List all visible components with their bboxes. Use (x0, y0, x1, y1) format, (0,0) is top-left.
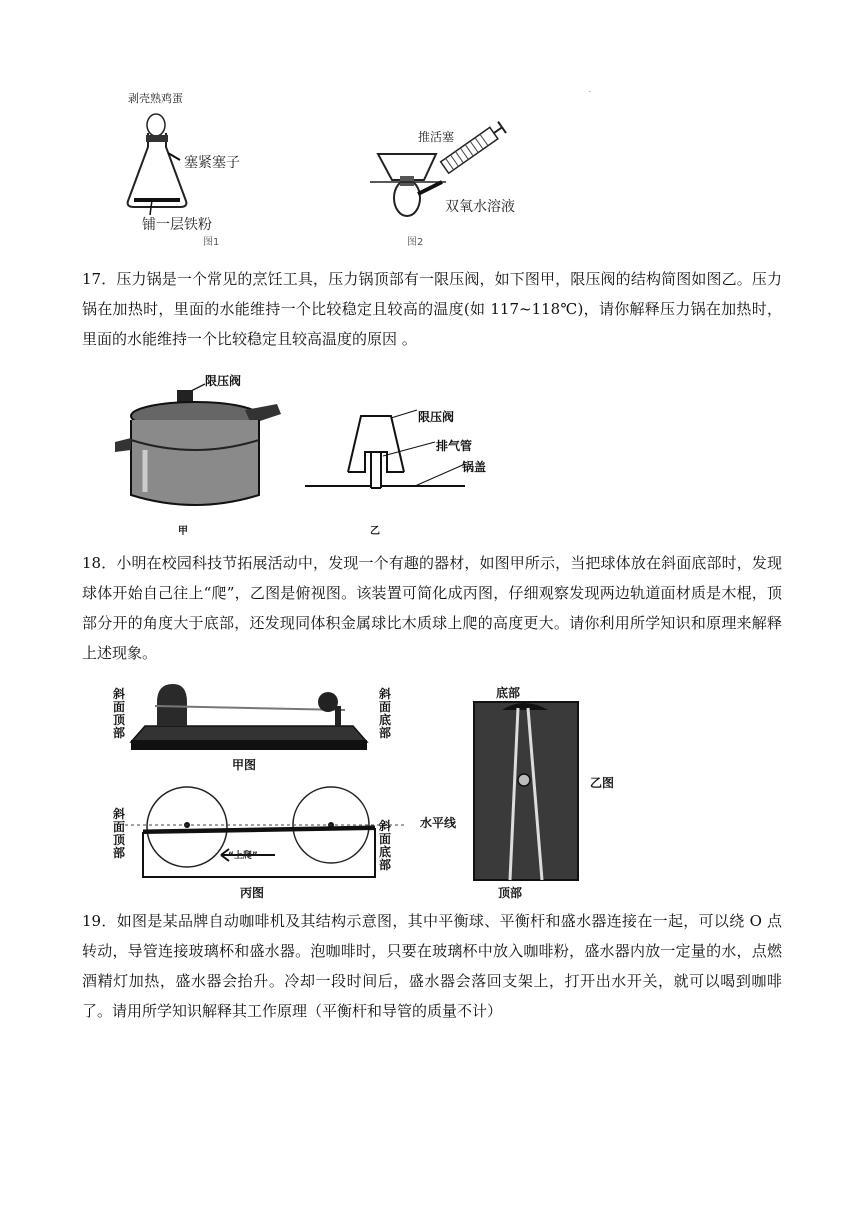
cooker-caption-jia: 甲 (178, 526, 188, 537)
climb-arrow-label: “上爬” (228, 851, 258, 861)
jia-top-label: 斜面顶部 (112, 687, 125, 740)
fig1-iron-label: 铺一层铁粉 (142, 217, 212, 233)
valve-caption-yi: 乙 (370, 526, 380, 537)
pressure-cooker-drawing (105, 380, 285, 515)
fig1-egg-label: 剥壳熟鸡蛋 (128, 92, 183, 105)
jia-caption: 甲图 (232, 758, 257, 772)
fig2-plunger-label: 推活塞 (418, 130, 455, 144)
jia-bottom-label: 斜面底部 (378, 687, 391, 740)
incline-top-view-photo (472, 698, 582, 884)
lid-label: 锅盖 (462, 460, 487, 474)
fig2-solution-label: 双氧水溶液 (445, 199, 515, 215)
yi-caption: 乙图 (590, 776, 615, 790)
question-17-text: 17．压力锅是一个常见的烹饪工具，压力锅顶部有一限压阀，如下图甲，限压阀的结构简图如图乙。压力锅在加热时，里面的水能维持一个比较稳定且较高的温度(如 117~118℃)，请你解释压力锅在加热时，里面的水能维持一个比较稳定且较高温度的原因 。 (82, 270, 782, 348)
incline-side-view-drawing (125, 785, 415, 885)
horizontal-line-label: 水平线 (420, 816, 457, 830)
fig1-caption: 图1 (203, 237, 220, 248)
question-19 (82, 906, 782, 1026)
yi-top-label: 底部 (496, 686, 521, 700)
question-18-text: 18．小明在校园科技节拓展活动中，发现一个有趣的器材，如图甲所示，当把球体放在斜面底部时，发现球体开始自己往上“爬”，乙图是俯视图。该装置可简化成丙图，仔细观察发现两边轨道面材质是木棍，顶部分开的角度大于底部，还发现同体积金属球比木质球上爬的高度更大。请你利用所学知识和原理来解释上述现象。 (82, 554, 782, 662)
speck: . (589, 87, 591, 94)
pipe-label: 排气管 (436, 439, 473, 453)
valve-label: 限压阀 (418, 410, 455, 424)
incline-apparatus-drawing (125, 680, 375, 760)
bing-caption: 丙图 (240, 886, 265, 900)
bing-bottom-label: 斜面底部 (378, 819, 391, 872)
fig2-caption: 图2 (407, 237, 424, 248)
valve-structure-drawing (305, 400, 475, 500)
bing-top-label: 斜面顶部 (112, 807, 125, 860)
question-17 (82, 264, 782, 354)
yi-bottom-label: 顶部 (498, 886, 523, 900)
question-19-text: 19．如图是某品牌自动咖啡机及其结构示意图，其中平衡球、平衡杆和盛水器连接在一起，可以绕 O 点转动，导管连接玻璃杯和盛水器。泡咖啡时，只要在玻璃杯中放入咖啡粉，盛水器内放一定量的水，点燃酒精灯加热，盛水器会抬升。冷却一段时间后，盛水器会落回支架上，打开出水开关，就可以喝到咖啡了。请用所学知识解释其工作原理（平衡杆和导管的质量不计） (82, 912, 782, 1020)
fig1-stopper-label: 塞紧塞子 (184, 155, 240, 171)
question-18 (82, 548, 782, 668)
cooker-valve-label: 限压阀 (205, 374, 242, 388)
